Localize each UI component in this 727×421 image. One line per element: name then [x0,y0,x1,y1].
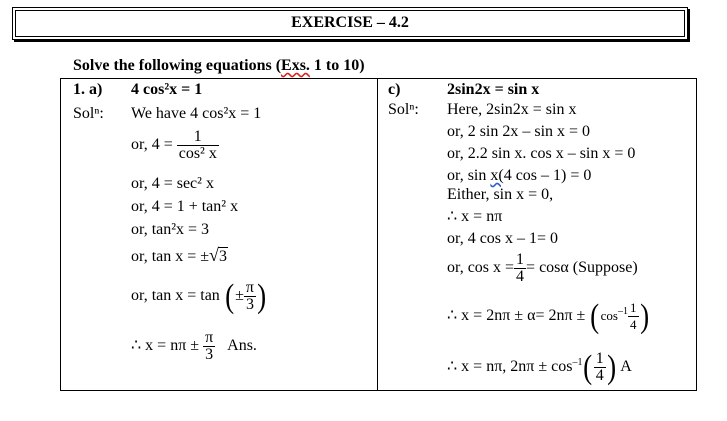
intro-pre: Solve the following equations ( [73,57,282,74]
left-problem-number: 1. a) [73,81,103,98]
right-line-10-prefix: ∴ x = nπ, 2nπ ± cos [447,358,573,376]
right-line-4 [447,167,591,185]
right-line-4-suffix: 4 cos – 1) = 0 [503,167,592,184]
answer-label: Ans. [227,337,257,355]
left-line-7-fraction [244,280,256,313]
right-line-3: or, 2.2 sin x. cos x – sin x = 0 [447,145,636,162]
right-line-9-prefix: ∴ x = 2nπ ± α= 2nπ ± [447,307,586,325]
fraction-denominator: 3 [245,296,254,313]
left-paren-icon: ( [583,348,593,386]
left-paren-icon: ( [224,277,235,315]
right-line-6: ∴ x = nπ [447,208,503,225]
right-line-9 [447,297,650,335]
left-line-5: or, tan²x = 3 [131,221,210,238]
left-problem-equation: 4 cos²x = 1 [131,81,203,98]
left-paren-icon: ( [590,297,600,335]
fraction-denominator: 4 [516,268,525,285]
left-line-2-prefix: or, 4 = [131,136,173,154]
left-line-7-plusminus: ± [235,287,244,305]
inverse-exponent: –1 [572,357,583,369]
left-line-7-prefix: or, tan x = tan [131,287,220,305]
right-line-8-fraction [514,252,526,285]
right-line-5: Either, sin x = 0, [447,186,554,203]
fraction-denominator: 3 [205,346,214,363]
fraction-denominator: 4 [630,317,637,332]
left-line-2-fraction [177,129,219,162]
inverse-exponent: –1 [618,306,628,318]
left-solution-label: Solⁿ: [73,105,104,122]
left-line-4: or, 4 = 1 + tan² x [131,198,239,215]
instruction-text [73,57,365,75]
right-paren-icon: ) [606,348,616,386]
column-divider [377,78,378,391]
fraction-denominator: cos² x [178,145,217,162]
right-line-9-cos: cos [600,308,618,324]
left-line-6 [131,246,228,266]
right-paren-icon: ) [639,297,649,335]
right-paren-icon: ) [257,277,267,315]
fraction-numerator: 1 [516,251,525,268]
right-line-1: Here, 2sin2x = sin x [447,101,577,118]
left-line-8-fraction [203,330,215,363]
page-title: EXERCISE – 4.2 [291,14,409,31]
fraction-numerator: π [245,279,254,296]
fraction-numerator: 1 [595,350,604,367]
right-line-10-suffix: A [620,358,632,376]
right-line-9-fraction [628,300,639,333]
right-line-8-suffix: = cosα (Suppose) [526,259,638,277]
right-solution-label: Solⁿ: [388,101,419,118]
right-line-8 [447,252,638,285]
right-line-4-marked: x( [490,167,504,184]
left-line-3: or, 4 = sec² x [131,175,214,192]
left-line-7 [131,277,267,315]
intro-post: 1 to 10) [309,57,365,74]
sqrt-sign-icon: √ [209,245,219,265]
fraction-denominator: 4 [595,367,604,384]
left-line-6-prefix: or, tan x = ± [131,248,210,265]
left-line-8-prefix: ∴ x = nπ ± [131,337,200,355]
fraction-numerator: 1 [630,300,637,315]
left-line-1: We have 4 cos²x = 1 [131,105,262,122]
right-line-10 [447,348,632,386]
fraction-numerator: π [205,329,214,346]
title-box [12,7,688,40]
right-problem-number: c) [388,81,401,98]
right-problem-equation: 2sin2x = sin x [447,81,540,98]
left-line-8 [131,330,257,363]
sqrt-radicand: 3 [218,248,227,265]
right-line-2: or, 2 sin 2x – sin x = 0 [447,123,591,140]
left-line-2 [131,129,219,162]
fraction-numerator: 1 [177,129,219,146]
right-line-10-fraction [594,351,606,384]
right-line-8-prefix: or, cos x = [447,259,515,277]
right-line-7: or, 4 cos x – 1= 0 [447,230,559,247]
intro-spellcheck-word: Exs. [281,57,310,74]
right-line-4-prefix: or, sin [447,167,491,184]
